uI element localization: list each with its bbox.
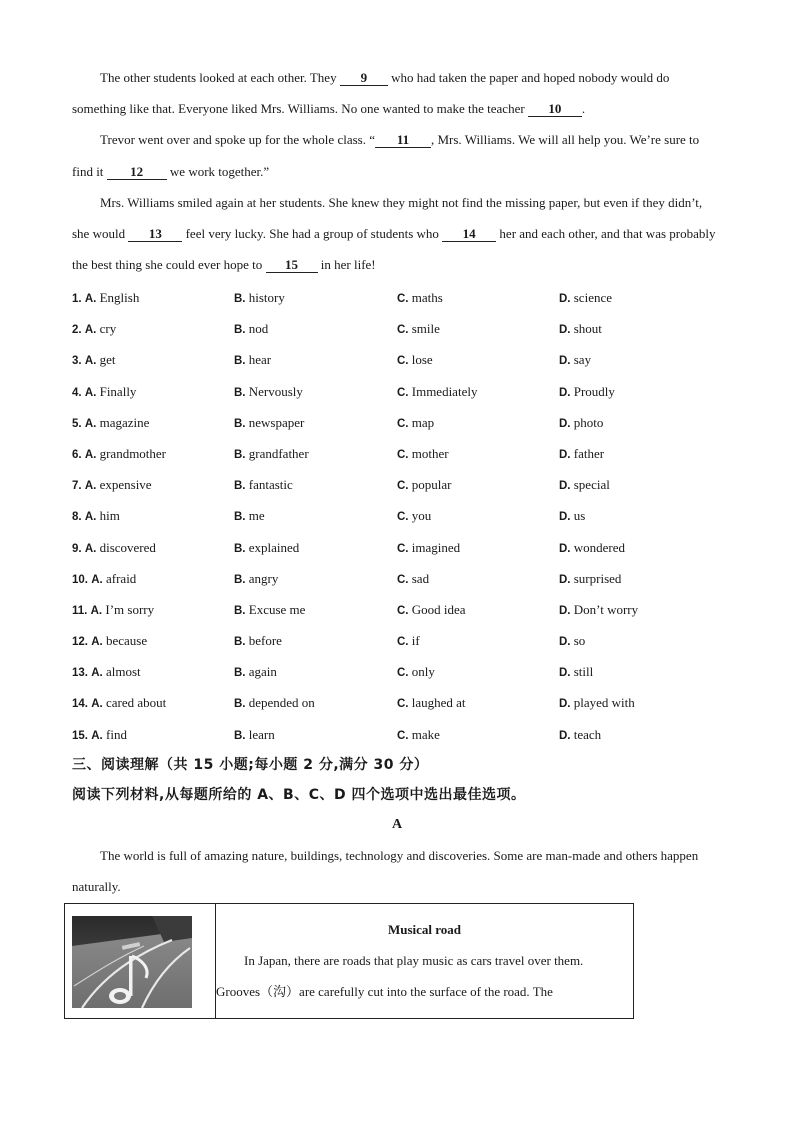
option-letter: D. (559, 667, 571, 680)
question-number: 8. (72, 511, 82, 524)
option-c (397, 415, 559, 431)
option-a (72, 727, 234, 743)
option-letter: D. (559, 573, 571, 586)
option-letter: D. (559, 480, 571, 493)
option-letter: B. (234, 355, 246, 368)
option-letter: C. (397, 511, 409, 524)
question-number: 1. (72, 293, 82, 306)
option-text: I’m sorry (105, 601, 155, 617)
option-text: Finally (99, 383, 137, 399)
box-text-line-1 (216, 945, 633, 976)
question-number: 15. (72, 729, 88, 742)
option-text: get (99, 352, 116, 368)
option-text: afraid (106, 570, 137, 586)
option-text: father (573, 445, 605, 461)
option-d (559, 352, 719, 368)
option-a (72, 602, 234, 618)
option-letter: A. (84, 355, 97, 368)
option-text: smile (411, 321, 440, 337)
option-letter: A. (90, 604, 103, 617)
option-letter: D. (559, 324, 571, 337)
option-letter: C. (397, 698, 409, 711)
option-text: shout (573, 321, 602, 337)
option-text: still (573, 664, 594, 680)
question-row (72, 501, 722, 532)
option-d (559, 695, 719, 711)
option-text: maths (411, 290, 443, 306)
option-letter: D. (559, 386, 571, 399)
passage-text: . (581, 101, 586, 117)
question-number: 5. (72, 417, 82, 430)
question-number: 13. (72, 667, 88, 680)
option-d (559, 540, 719, 556)
passage-text: , Mrs. Williams. We will all help you. We’re sure to find it (72, 132, 700, 179)
option-text: grandfather (248, 445, 309, 461)
option-a (72, 352, 234, 368)
option-c (397, 695, 559, 711)
option-letter: C. (397, 667, 409, 680)
option-text: before (248, 633, 282, 649)
option-text: discovered (99, 539, 156, 555)
option-letter: B. (234, 698, 246, 711)
passage-text: feel very lucky. She had a group of students who (182, 226, 443, 242)
option-text: Nervously (248, 383, 303, 399)
passage-paragraph-1 (72, 62, 722, 124)
option-letter: C. (397, 355, 409, 368)
blank-12: 12 (107, 164, 167, 180)
option-c (397, 446, 559, 462)
option-b (234, 664, 397, 680)
reading-intro (72, 840, 722, 902)
option-text: laughed at (411, 695, 466, 711)
option-a (72, 571, 234, 587)
option-text: Immediately (411, 383, 478, 399)
question-number: 6. (72, 448, 82, 461)
option-letter: D. (559, 542, 571, 555)
blank-13: 13 (128, 226, 182, 242)
option-c (397, 571, 559, 587)
blank-15: 15 (266, 257, 318, 273)
option-letter: D. (559, 448, 571, 461)
question-row (72, 407, 722, 438)
option-letter: D. (559, 636, 571, 649)
option-text: Don’t worry (573, 601, 639, 617)
option-text: lose (411, 352, 433, 368)
option-letter: A. (91, 636, 103, 649)
question-row (72, 532, 722, 563)
option-text: almost (106, 664, 141, 680)
question-row (72, 657, 722, 688)
option-letter: A. (84, 386, 97, 399)
reading-table (64, 903, 634, 1019)
option-text: teach (573, 726, 602, 742)
option-letter: D. (559, 417, 571, 430)
option-text: photo (573, 414, 604, 430)
option-text: him (99, 508, 120, 524)
musical-road-photo-icon (72, 916, 192, 1008)
blank-9: 9 (340, 70, 388, 86)
question-number: 3. (72, 355, 82, 368)
section-3-title: 三、阅读理解（共 15 小题;每小题 2 分,满分 30 分） (72, 757, 429, 774)
option-letter: B. (234, 386, 246, 399)
option-a (72, 446, 234, 462)
passage-text: Mrs. Williams smiled again at her students. She knew they might not find the missing paper, but even if they didn’t, she would (72, 194, 703, 242)
option-text: hear (248, 352, 272, 368)
option-letter: B. (234, 293, 246, 306)
option-letter: A. (84, 417, 97, 430)
question-row (72, 438, 722, 469)
option-text: fantastic (248, 477, 293, 493)
option-text: if (411, 633, 420, 649)
option-text: find (106, 726, 127, 742)
option-c (397, 508, 559, 524)
option-letter: A. (84, 293, 97, 306)
option-text: only (411, 664, 435, 680)
passage-text: we work together.” (166, 163, 270, 179)
option-letter: D. (559, 604, 571, 617)
blank-10: 10 (528, 101, 582, 117)
option-letter: C. (397, 480, 409, 493)
option-c (397, 352, 559, 368)
option-letter: A. (91, 698, 103, 711)
option-text: again (248, 664, 277, 680)
option-text: make (411, 726, 440, 742)
question-number: 12. (72, 636, 88, 649)
option-c (397, 384, 559, 400)
question-row (72, 376, 722, 407)
option-text: played with (573, 695, 635, 711)
text-cell (216, 904, 634, 1019)
option-text: depended on (248, 695, 315, 711)
box-text: In Japan, there are roads that play music as cars travel over them. (244, 953, 584, 968)
option-text: cared about (106, 695, 167, 711)
passage-text: who had taken the paper and hoped nobody would do something like that. Everyone liked Mrs. Williams. No one wanted to make the teacher (72, 70, 670, 117)
option-letter: B. (234, 636, 246, 649)
question-number: 4. (72, 386, 82, 399)
option-b (234, 727, 397, 743)
question-row (72, 719, 722, 750)
option-text: Excuse me (248, 601, 306, 617)
option-letter: A. (91, 729, 103, 742)
question-row (72, 345, 722, 376)
option-letter: D. (559, 355, 571, 368)
option-a (72, 664, 234, 680)
option-letter: C. (397, 542, 409, 555)
option-text: newspaper (248, 414, 305, 430)
option-text: learn (248, 726, 275, 742)
option-letter: B. (234, 573, 246, 586)
question-row (72, 314, 722, 345)
option-text: English (99, 290, 140, 306)
option-text: science (573, 290, 613, 306)
option-a (72, 384, 234, 400)
option-letter: C. (397, 293, 409, 306)
option-letter: A. (84, 511, 97, 524)
section-3-instruction: 阅读下列材料,从每题所给的 A、B、C、D 四个选项中选出最佳选项。 (72, 787, 526, 804)
option-text: you (411, 508, 432, 524)
option-letter: C. (397, 604, 409, 617)
option-c (397, 477, 559, 493)
option-text: expensive (99, 477, 152, 493)
option-c (397, 602, 559, 618)
option-d (559, 571, 719, 587)
option-letter: B. (234, 480, 246, 493)
passage-text: her and each other, and that was probably the best thing she could ever hope to (72, 226, 716, 273)
option-text: popular (411, 477, 452, 493)
option-c (397, 290, 559, 306)
option-text: us (573, 508, 586, 524)
option-letter: D. (559, 698, 571, 711)
question-number: 2. (72, 324, 82, 337)
option-letter: B. (234, 729, 246, 742)
option-letter: D. (559, 293, 571, 306)
option-b (234, 695, 397, 711)
option-text: wondered (573, 539, 626, 555)
box-text-line-2: Grooves（沟）are carefully cut into the surface of the road. The (216, 984, 553, 999)
option-letter: A. (84, 448, 97, 461)
option-letter: A. (91, 667, 103, 680)
option-b (234, 508, 397, 524)
passage-paragraph-3 (72, 187, 722, 281)
box-title: Musical road (387, 922, 462, 937)
question-row (72, 688, 722, 719)
option-letter: A. (84, 480, 97, 493)
option-letter: A. (91, 573, 103, 586)
option-d (559, 727, 719, 743)
option-letter: C. (397, 448, 409, 461)
option-a (72, 508, 234, 524)
option-d (559, 290, 719, 306)
option-a (72, 415, 234, 431)
option-letter: C. (397, 324, 409, 337)
question-row (72, 470, 722, 501)
option-letter: B. (234, 417, 246, 430)
option-letter: D. (559, 729, 571, 742)
option-text: map (411, 414, 435, 430)
option-text: angry (248, 570, 279, 586)
option-a (72, 633, 234, 649)
option-text: special (573, 477, 610, 493)
option-c (397, 540, 559, 556)
option-b (234, 633, 397, 649)
image-cell (65, 904, 216, 1019)
reading-intro-text: The world is full of amazing nature, buildings, technology and discoveries. Some are man-made and others happen naturally. (72, 848, 699, 895)
option-letter: C. (397, 573, 409, 586)
question-row (72, 282, 722, 313)
option-b (234, 415, 397, 431)
question-number: 7. (72, 480, 82, 493)
option-letter: B. (234, 542, 246, 555)
option-text: nod (248, 321, 269, 337)
option-text: because (106, 633, 148, 649)
option-text: grandmother (99, 445, 167, 461)
option-text: cry (99, 321, 117, 337)
option-text: sad (411, 570, 430, 586)
question-number: 10. (72, 573, 88, 586)
option-letter: C. (397, 729, 409, 742)
option-b (234, 477, 397, 493)
option-text: Proudly (573, 383, 615, 399)
option-text: Good idea (411, 601, 466, 617)
option-c (397, 727, 559, 743)
option-a (72, 695, 234, 711)
option-d (559, 633, 719, 649)
option-letter: C. (397, 417, 409, 430)
option-b (234, 384, 397, 400)
option-c (397, 664, 559, 680)
blank-11: 11 (375, 132, 431, 148)
option-d (559, 384, 719, 400)
option-letter: D. (559, 511, 571, 524)
option-letter: A. (84, 324, 97, 337)
option-text: so (573, 633, 586, 649)
option-d (559, 321, 719, 337)
passage-paragraph-2 (72, 124, 722, 186)
option-b (234, 446, 397, 462)
question-number: 11. (72, 604, 88, 617)
option-a (72, 321, 234, 337)
option-d (559, 664, 719, 680)
option-letter: B. (234, 667, 246, 680)
option-b (234, 321, 397, 337)
option-text: imagined (411, 539, 461, 555)
option-text: magazine (99, 414, 150, 430)
option-a (72, 290, 234, 306)
question-number: 9. (72, 542, 82, 555)
option-c (397, 321, 559, 337)
option-letter: B. (234, 604, 246, 617)
question-row (72, 563, 722, 594)
option-d (559, 415, 719, 431)
worksheet-page (72, 62, 722, 903)
option-b (234, 290, 397, 306)
passage-text: The other students looked at each other. They (100, 70, 340, 85)
passage-text: in her life! (317, 257, 376, 273)
option-a (72, 540, 234, 556)
option-b (234, 571, 397, 587)
option-text: history (248, 290, 285, 306)
option-d (559, 508, 719, 524)
option-letter: C. (397, 386, 409, 399)
option-text: me (248, 508, 265, 524)
option-text: explained (248, 539, 300, 555)
option-d (559, 446, 719, 462)
option-letter: B. (234, 511, 246, 524)
cloze-options-list (72, 282, 722, 750)
option-letter: B. (234, 324, 246, 337)
part-label: A (391, 817, 403, 833)
option-d (559, 602, 719, 618)
option-text: surprised (573, 570, 622, 586)
passage-text: Trevor went over and spoke up for the whole class. “ (100, 132, 375, 148)
option-d (559, 477, 719, 493)
option-b (234, 540, 397, 556)
question-number: 14. (72, 698, 88, 711)
option-letter: C. (397, 636, 409, 649)
question-row (72, 625, 722, 656)
option-b (234, 352, 397, 368)
option-text: mother (411, 445, 449, 461)
question-row (72, 594, 722, 625)
option-b (234, 602, 397, 618)
blank-14: 14 (442, 226, 496, 242)
option-text: say (573, 352, 592, 368)
option-letter: A. (84, 542, 97, 555)
option-letter: B. (234, 448, 246, 461)
option-a (72, 477, 234, 493)
option-c (397, 633, 559, 649)
